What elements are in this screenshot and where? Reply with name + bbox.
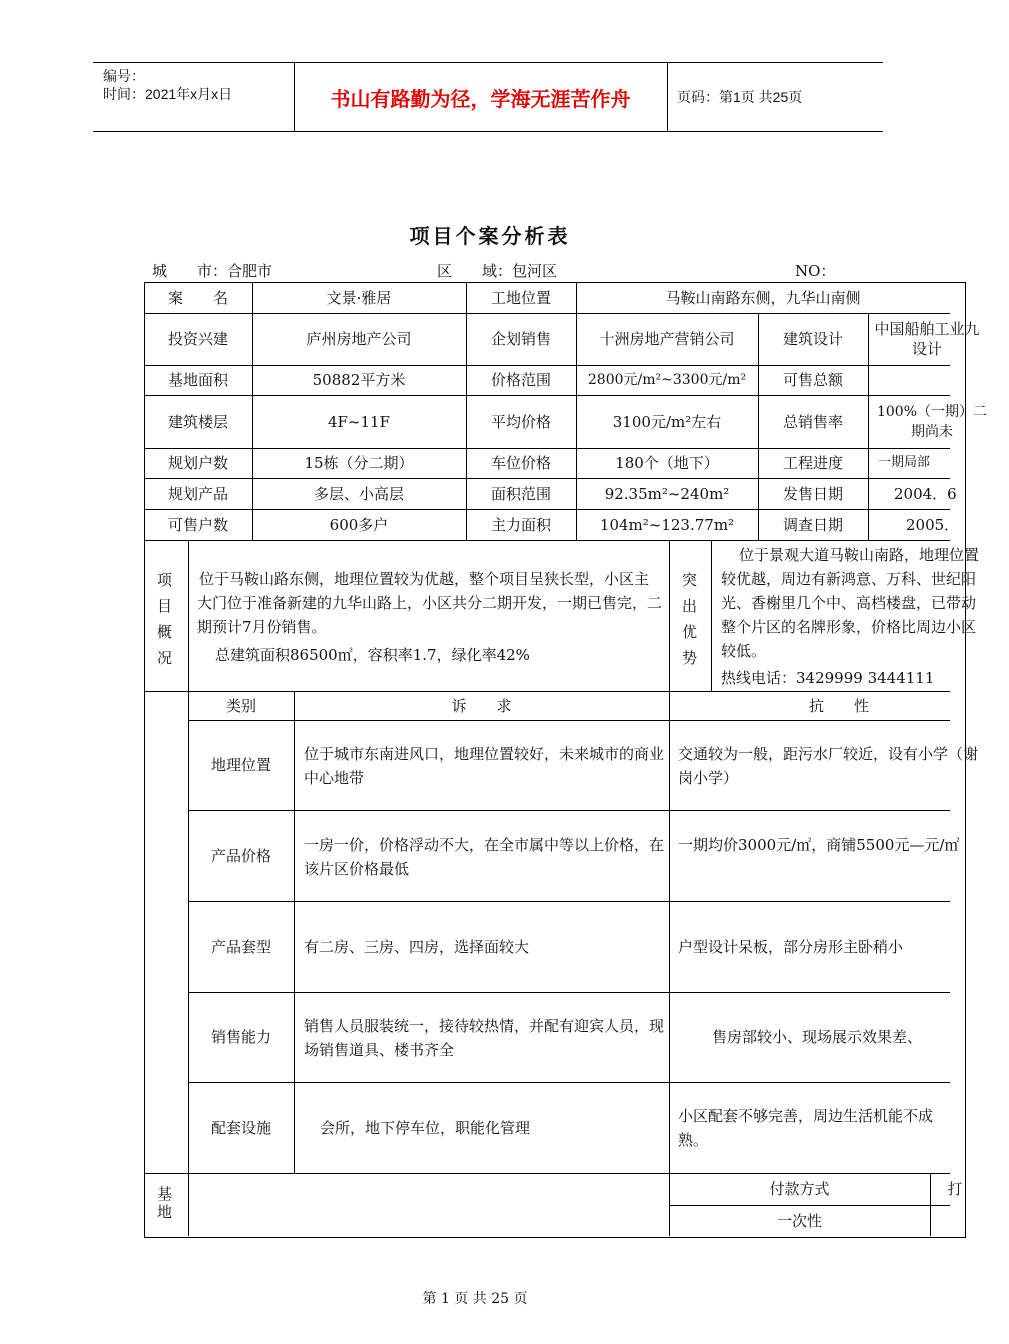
value-planned-units: 15栋（分二期）	[304, 454, 414, 472]
appeal-location: 位于城市东南进风口，地理位置较好，未来城市的商业中心地带	[304, 745, 665, 787]
value-survey-date: 2005．	[906, 515, 960, 534]
grid-line	[294, 691, 295, 1173]
value-sales-rate: 100%（一期）二期尚未	[876, 403, 988, 440]
appeal-price: 一房一价，价格浮动不大，在全市属中等以上价格，在该片区价格最低	[304, 836, 665, 878]
category-unit-type: 产品套型	[210, 937, 271, 956]
value-site-location: 马鞍山南路东侧，九华山南侧	[665, 288, 861, 307]
grid-line	[188, 720, 950, 721]
header-appeal: 诉 求	[451, 696, 512, 715]
advantage-text: 位于景观大道马鞍山南路，地理位置较优越，周边有新鸿意、万科、世纪阳光、香榭里几个中、高档楼盘，已带动整个片区的名牌形象，价格比周边小区较低。	[721, 546, 980, 660]
label-planned-products: 规划产品	[167, 484, 228, 503]
label-planned-units: 规划户数	[167, 454, 228, 472]
resist-unit-type: 户型设计呆板，部分房形主卧稍小	[678, 938, 904, 956]
header-resistance: 抗 性	[808, 696, 869, 715]
resist-sales: 售房部较小、现场展示效果差、	[712, 1028, 923, 1046]
value-parking-price: 180个（地下）	[615, 454, 719, 472]
value-case-name: 文景·雅居	[326, 288, 392, 307]
category-price: 产品价格	[210, 846, 271, 865]
label-land-area: 基地面积	[167, 371, 228, 389]
label-area-range: 面积范围	[490, 484, 551, 503]
label-average-price: 平均价格	[490, 412, 551, 431]
district-label: 区 域：包河区	[437, 262, 558, 280]
motto: 书山有路勤为径，学海无涯苦作舟	[330, 86, 631, 111]
grid-line	[930, 1173, 931, 1236]
page-header	[93, 62, 883, 132]
label-floors: 建筑楼层	[167, 412, 228, 431]
label-progress: 工程进度	[782, 454, 843, 472]
label-architect: 建筑设计	[782, 330, 843, 348]
payment-method-value: 一次性	[776, 1211, 822, 1230]
grid-line	[144, 540, 950, 541]
base-label: 基地	[157, 1185, 173, 1221]
page-label: 页码：第1页 共25页	[677, 89, 803, 105]
resist-location: 交通较为一般，距污水厂较近，设有小学（谢岗小学）	[678, 745, 979, 787]
overview-text: 位于马鞍山路东侧，地理位置较为优越，整个项目呈狭长型，小区主大门位于准备新建的九华山路上，小区共分二期开发，一期已售完，二期预计7月份销售。	[197, 570, 663, 636]
value-launch-date: 2004．6	[894, 484, 957, 503]
value-sales-agent: 十洲房地产营销公司	[599, 330, 735, 348]
category-sales: 销售能力	[210, 1028, 271, 1046]
resist-facilities: 小区配套不够完善，周边生活机能不成熟。	[678, 1107, 934, 1149]
value-floors: 4F~11F	[327, 412, 390, 431]
value-area-range: 92.35m²~240m²	[604, 484, 730, 503]
grid-line	[188, 810, 950, 811]
grid-line	[188, 540, 189, 691]
time-label: 时间：2021年x月x日	[103, 86, 233, 102]
label-launch-date: 发售日期	[782, 484, 843, 503]
label-case-name: 案 名	[167, 288, 228, 307]
category-location: 地理位置	[210, 756, 271, 774]
city-label: 城 市：合肥市	[152, 262, 273, 280]
label-main-area: 主力面积	[490, 515, 551, 534]
page-footer: 第 1 页 共 25 页	[422, 1291, 528, 1307]
header-meta	[103, 67, 232, 103]
label-investor: 投资兴建	[167, 330, 228, 348]
advantage-label: 突出优势	[682, 571, 698, 667]
overview-summary: 总建筑面积86500㎡，容积率1.7，绿化率42%	[215, 646, 530, 664]
value-architect: 中国船舶工业九设计	[874, 320, 980, 358]
appeal-facilities: 会所，地下停车位，职能化管理	[320, 1119, 531, 1137]
value-planned-products: 多层、小高层	[313, 484, 404, 503]
discount-label: 打	[947, 1180, 963, 1198]
appeal-unit-type: 有二房、三房、四房，选择面较大	[304, 938, 530, 956]
label-sales-agent: 企划销售	[490, 330, 551, 348]
value-progress: 一期局部	[878, 455, 931, 470]
value-investor: 庐州房地产公司	[306, 330, 412, 348]
label-parking-price: 车位价格	[490, 454, 551, 472]
value-average-price: 3100元/m²左右	[612, 412, 722, 431]
label-price-range: 价格范围	[490, 371, 551, 389]
divider	[667, 63, 668, 131]
value-total-sales	[868, 365, 950, 395]
value-main-area: 104m²~123.77m²	[599, 515, 735, 534]
no-label: NO：	[795, 262, 836, 280]
hotline: 热线电话：3429999 3444111	[721, 669, 935, 687]
label-sales-rate: 总销售率	[782, 412, 843, 431]
label-survey-date: 调查日期	[782, 515, 843, 534]
label-site-location: 工地位置	[490, 288, 551, 307]
value-available-units: 600多户	[329, 515, 389, 534]
grid-line	[188, 992, 950, 993]
grid-line	[669, 691, 670, 1236]
grid-line	[188, 901, 950, 902]
grid-line	[669, 540, 670, 691]
label-total-sales: 可售总额	[782, 371, 843, 389]
code-label: 编号：	[103, 68, 145, 84]
appeal-sales: 销售人员服装统一，接待较热情，并配有迎宾人员，现场销售道具、楼书齐全	[304, 1017, 665, 1059]
header-category: 类别	[225, 696, 256, 715]
resist-price: 一期均价3000元/㎡，商铺5500元—元/㎡	[678, 836, 960, 854]
grid-line	[868, 313, 869, 540]
label-available-units: 可售户数	[167, 515, 228, 534]
category-facilities: 配套设施	[210, 1118, 271, 1137]
payment-method-label: 付款方式	[769, 1180, 830, 1198]
grid-line	[188, 1082, 950, 1083]
page-title: 项目个案分析表	[409, 224, 571, 248]
grid-line	[711, 540, 712, 691]
value-price-range: 2800元/m²~3300元/m²	[587, 372, 747, 388]
value-land-area: 50882平方米	[312, 371, 406, 389]
overview-label: 项目概况	[157, 571, 173, 667]
